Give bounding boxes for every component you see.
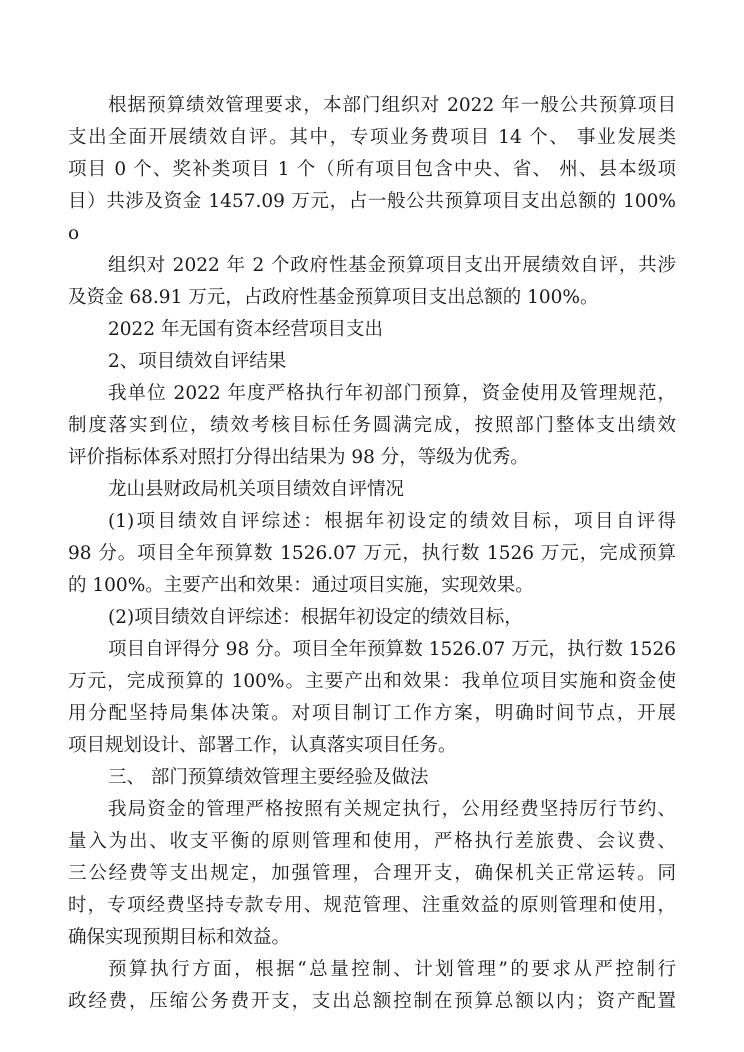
text-line: 及资金 68.91 万元，占政府性基金预算项目支出总额的 100%。 xyxy=(68,287,599,308)
text-line: 用分配坚持局集体决策。对项目制订工作方案，明确时间节点，开展 xyxy=(68,703,676,724)
text-line: 我单位 2022 年度严格执行年初部门预算，资金使用及管理规范， xyxy=(108,383,676,404)
section-heading: 2、项目绩效自评结果 xyxy=(108,351,287,372)
section-heading: 三、 部门预算绩效管理主要经验及做法 xyxy=(108,767,429,788)
text-line: 评价指标体系对照打分得出结果为 98 分，等级为优秀。 xyxy=(68,447,529,468)
text-line: (2)项目绩效自评综述：根据年初设定的绩效目标， xyxy=(108,607,523,628)
text-line: 预算执行方面，根据“总量控制、计划管理”的要求从严控制行 xyxy=(108,959,676,980)
text-line: 2022 年无国有资本经营项目支出 xyxy=(108,319,383,340)
text-line: 确保实现预期目标和效益。 xyxy=(68,927,291,948)
text-line: 项目自评得分 98 分。项目全年预算数 1526.07 万元，执行数 1526 xyxy=(108,639,676,660)
text-line: 万元，完成预算的 100%。主要产出和效果：我单位项目实施和资金使 xyxy=(68,671,676,692)
text-line: 目）共涉及资金 1457.09 万元，占一般公共预算项目支出总额的 100% xyxy=(68,191,676,212)
text-line: 三公经费等支出规定，加强管理，合理开支，确保机关正常运转。同 xyxy=(68,863,676,884)
text-line: o xyxy=(68,223,80,244)
text-line: 98 分。项目全年预算数 1526.07 万元，执行数 1526 万元，完成预算 xyxy=(68,543,676,564)
text-line: 支出全面开展绩效自评。其中，专项业务费项目 14 个、 事业发展类 xyxy=(68,127,676,148)
text-line: 制度落实到位，绩效考核目标任务圆满完成，按照部门整体支出绩效 xyxy=(68,415,676,436)
text-line: 我局资金的管理严格按照有关规定执行，公用经费坚持厉行节约、 xyxy=(108,799,676,820)
text-line: 的 100%。主要产出和效果：通过项目实施，实现效果。 xyxy=(68,575,534,596)
subsection-heading: 龙山县财政局机关项目绩效自评情况 xyxy=(108,479,405,500)
text-line: 时，专项经费坚持专款专用、规范管理、注重效益的原则管理和使用， xyxy=(68,895,676,916)
text-line: 项目规划设计、部署工作，认真落实项目任务。 xyxy=(68,735,457,756)
text-line: (1)项目绩效自评综述：根据年初设定的绩效目标，项目自评得 xyxy=(108,511,676,532)
text-line: 组织对 2022 年 2 个政府性基金预算项目支出开展绩效自评，共涉 xyxy=(108,255,676,276)
text-line: 政经费，压缩公务费开支，支出总额控制在预算总额以内；资产配置 xyxy=(68,991,676,1012)
text-line: 量入为出、收支平衡的原则管理和使用，严格执行差旅费、会议费、 xyxy=(68,831,676,852)
text-line: 根据预算绩效管理要求，本部门组织对 2022 年一般公共预算项目 xyxy=(108,95,676,116)
text-line: 项目 0 个、奖补类项目 1 个（所有项目包含中央、省、 州、县本级项 xyxy=(68,159,676,180)
